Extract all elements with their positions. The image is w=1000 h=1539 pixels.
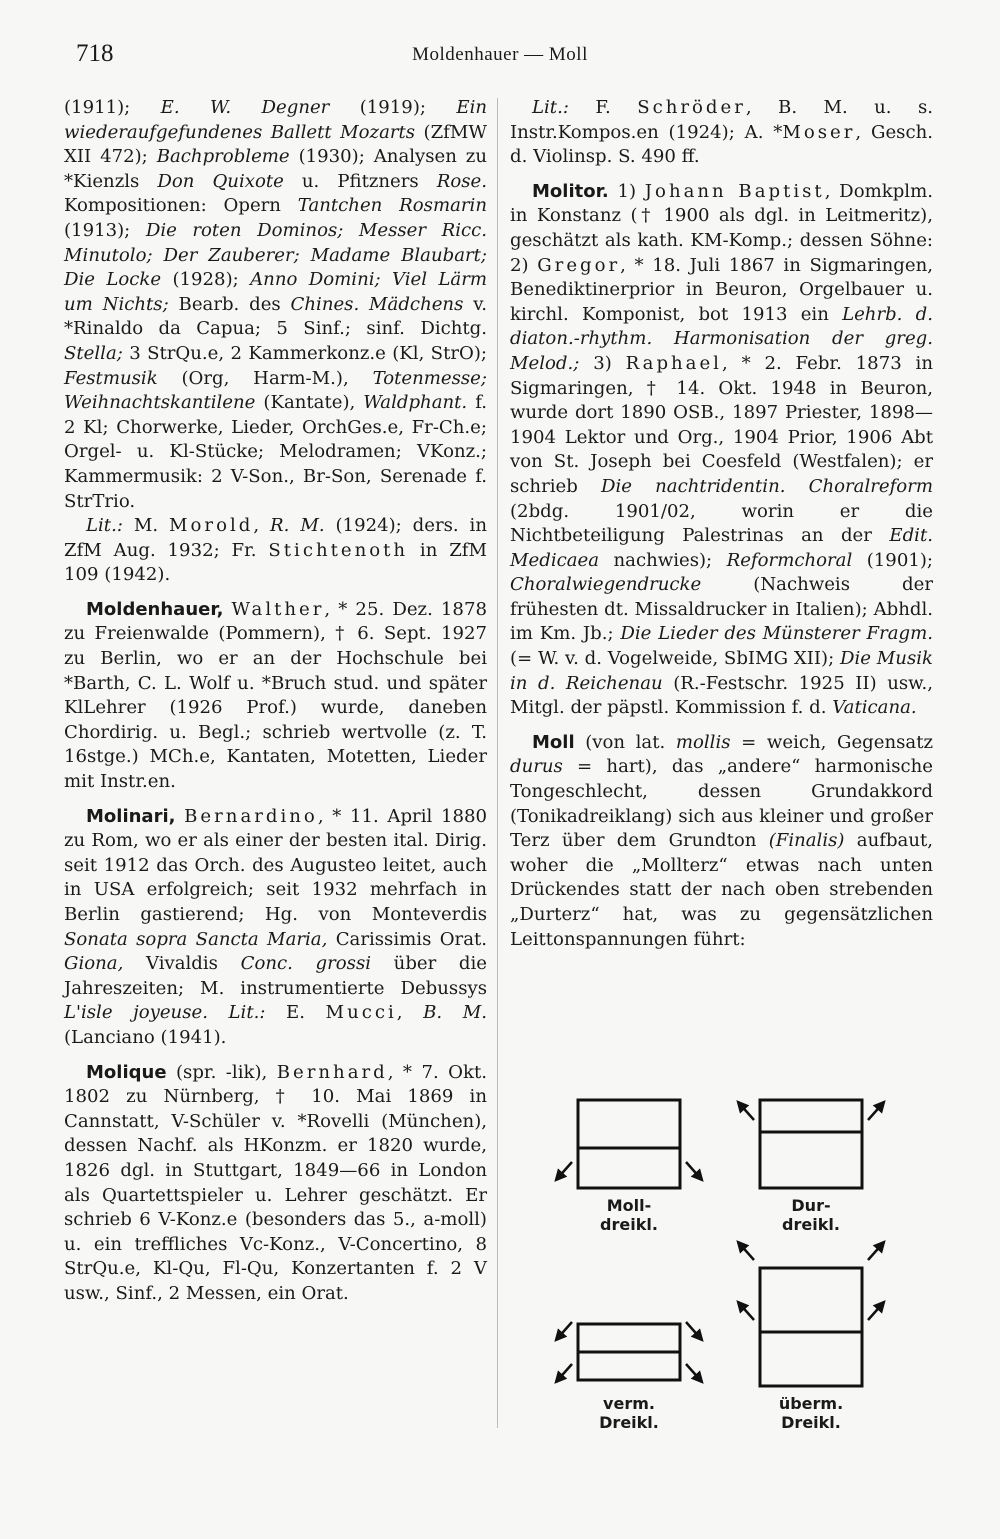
italic-text: Festmusik: [64, 367, 158, 389]
spaced-name: Mucci: [325, 1002, 397, 1024]
italic-text: Die nachtridentin. Choralreform: [600, 475, 933, 497]
spaced-name: Johann Baptist: [644, 180, 825, 202]
dur-triad-figure: [738, 1100, 884, 1188]
spaced-name: Bernardino: [184, 805, 318, 827]
headword: Molinari,: [86, 805, 176, 827]
italic-text: L'isle joyeuse.: [64, 1002, 208, 1024]
italic-text: Stella;: [64, 342, 123, 364]
italic-text: Anno Domini; Viel Lärm um Nichts;: [64, 269, 488, 315]
italic-text: Lehrb. d. diaton.-rhythm. Harmonisation der greg. Melod.;: [510, 303, 933, 374]
entry-molinari: Molinari, Bernardino, * 11. April 1880 zu Rom, wo er als einer der besten ital. Dirig. seit 1912 das Orch. des Augusteo leitet, auch in USA erfolgreich; seit 1932 mehrfach in Berlin gastierend; Hg. von Monteverdis Sonata sopra Sancta Maria, Carissimis Orat. Giona, Vivaldis Conc. grossi über die Jahreszeiten; M. instrumentierte Debussys L'isle joyeuse. Lit.: E. Mucci, B. M. (Lanciano (1941).: [64, 805, 488, 1048]
spaced-name: Morold: [169, 515, 254, 537]
italic-text: Die roten Dominos; Messer Ricc. Minutolo; Der Zauberer; Madame Blaubart; Die Locke: [64, 219, 488, 291]
headword: Molitor.: [532, 180, 609, 202]
italic-text: Choralwiegendrucke: [510, 574, 702, 596]
spaced-name: Schröder: [637, 97, 746, 118]
ueberm-triad-figure: [738, 1242, 884, 1386]
italic-text: Lit.:: [228, 1002, 266, 1024]
italic-text: Giona,: [64, 953, 124, 975]
spaced-name: Raphael: [625, 352, 722, 374]
entry-moll: Moll (von lat. mollis = weich, Gegensatz durus = hart), das „andere“ harmonische Tongeschlecht, dessen Grundakkord (Tonikadreiklang) sich aus kleiner und großer Terz über dem Grundton (Finalis) aufbaut, woher die „Mollterz“ etwas nach unten Drückendes statt der nach oben strebenden „Durterz“ hat, was zu gegensätzlichen Leittonspannungen führt:: [510, 731, 933, 950]
page-header: [0, 36, 1000, 76]
triad-diagram-svg: [540, 1092, 920, 1442]
italic-text: durus: [510, 756, 563, 778]
spaced-name: Gregor: [537, 254, 621, 276]
italic-text: (Finalis): [768, 830, 845, 852]
italic-text: Die Musik in d. Reichenau: [510, 648, 933, 694]
italic-text: mollis: [675, 731, 731, 753]
figure-label-moll: Moll- dreikl.: [600, 1196, 658, 1234]
triad-diagram: [540, 1092, 920, 1442]
page-number: 718: [76, 40, 114, 67]
figure-label-verm: verm. Dreikl.: [599, 1394, 659, 1432]
moll-triad-figure: [556, 1100, 702, 1188]
verm-triad-figure: [556, 1322, 702, 1382]
italic-text: Lit.:: [532, 97, 569, 118]
italic-text: Die Lieder des Münsterer Fragm.: [620, 623, 933, 645]
entry-molique: Molique (spr. -lik), Bernhard, * 7. Okt. 1802 zu Nürnberg, † 10. Mai 1869 in Cannstatt, V-Schüler v. *Rovelli (München), dessen Nachf. als HKonzm. er 1820 wurde, 1826 dgl. in Stuttgart, 1849—66 in London als Quartettspieler u. Lehrer geschätzt. Er schrieb 6 V-Konz.e (besonders das 5., a-moll) u. ein treffliches Vc-Konz., V-Concertino, 8 StrQu.e, Kl-Qu, Fl-Qu, Konzertanten f. 2 V usw., Sinf., 2 Messen, ein Orat.: [64, 1061, 487, 1304]
italic-text: Waldphant.: [363, 392, 468, 414]
figure-label-ueberm: überm. Dreikl.: [778, 1394, 844, 1432]
literature-note: Lit.: F. Schröder, B. M. u. s. Instr.Kompos.en (1924); A. *Moser, Gesch. d. Violinsp. S. 490 ff.: [510, 97, 933, 168]
italic-text: B. M.: [423, 1002, 487, 1024]
column-divider: [497, 98, 498, 1428]
entry-moldenhauer: Moldenhauer, Walther, * 25. Dez. 1878 zu Freienwalde (Pommern), † 6. Sept. 1927 zu Berlin, wo er an der Hochschule bei *Barth, C. L. Wolf u. *Bruch stud. und später KlLehrer (1926 Prof.) wurde, daneben Chordirig. u. Begl.; schrieb wertvolle (z. T. 16stge.) MCh.e, Kantaten, Motetten, Lieder mit Instr.en.: [64, 598, 487, 793]
italic-text: R. M.: [270, 515, 325, 537]
italic-text: Bachprobleme: [156, 146, 290, 168]
headword: Molique: [86, 1061, 167, 1083]
italic-text: Edit. Medicaea: [510, 525, 933, 571]
italic-text: E. W. Degner: [160, 97, 330, 118]
headword: Moldenhauer,: [86, 598, 224, 620]
spaced-name: Walther: [231, 598, 325, 620]
italic-text: Rose.: [436, 170, 487, 192]
italic-text: Vaticana.: [832, 697, 917, 719]
italic-text: Lit.:: [86, 515, 123, 537]
running-head: Moldenhauer — Moll: [412, 44, 588, 65]
spaced-name: Stichtenoth: [268, 539, 409, 561]
italic-text: Conc. grossi: [240, 953, 372, 975]
spaced-name: Moser: [782, 121, 856, 143]
spaced-name: Bernhard: [276, 1061, 388, 1083]
italic-text: Chines. Mädchens: [290, 293, 464, 315]
italic-text: Tantchen Rosmarin: [297, 195, 487, 217]
figure-label-dur: Dur- dreikl.: [782, 1196, 840, 1234]
italic-text: Sonata sopra Sancta Maria,: [64, 928, 328, 950]
italic-text: Don Quixote: [157, 170, 284, 192]
entry-molitor: Molitor. 1) Johann Baptist, Domkplm. in Konstanz († 1900 als dgl. in Leitmeritz), geschätzt als kath. KM-Komp.; dessen Söhne: 2) Gregor, * 18. Juli 1867 in Sigmaringen, Benediktinerprior in Beuron, Orgelbauer u. kirchl. Komponist, bot 1913 ein Lehrb. d. diaton.-rhythm. Harmonisation der greg. Melod.; 3) Raphael, * 2. Febr. 1873 in Sigmaringen, † 14. Okt. 1948 in Beuron, wurde dort 1890 OSB., 1897 Priester, 1898—1904 Lektor und Org., 1904 Prior, 1906 Abt von St. Joseph bei Coesfeld (Westfalen); er schrieb Die nachtridentin. Choralreform (2bdg. 1901/02, worin er die Nichtbeteiligung Palestrinas an der Edit. Medicaea nachwies); Reformchoral (1901); Choralwiegendrucke (Nachweis der frühesten dt. Missaldrucker in Italien); Abhdl. im Km. Jb.; Die Lieder des Münsterer Fragm. (= W. v. d. Vogelweide, SbIMG XII); Die Musik in d. Reichenau (R.-Festschr. 1925 II) usw., Mitgl. der päpstl. Kommission f. d. Vaticana.: [510, 180, 934, 719]
left-column: [64, 96, 487, 1307]
right-column: [510, 96, 933, 952]
italic-text: Reformchoral: [726, 549, 853, 571]
literature-note: Lit.: M. Morold, R. M. (1924); ders. in ZfM Aug. 1932; Fr. Stichtenoth in ZfM 109 (1942).: [64, 515, 487, 586]
headword: Moll: [532, 731, 575, 753]
italic-text: Totenmesse; Weihnachtskantilene: [64, 367, 487, 414]
italic-text: Ein wiederaufgefundenes Ballett Mozarts: [64, 97, 488, 143]
entry-continuation: (1911); E. W. Degner (1919); Ein wiederaufgefundenes Ballett Mozarts (ZfMW XII 472); Bachprobleme (1930); Analysen zu *Kienzls Don Quixote u. Pfitzners Rose. Kompositionen: Opern Tantchen Rosmarin (1913); Die roten Dominos; Messer Ricc. Minutolo; Der Zauberer; Madame Blaubart; Die Locke (1928); Anno Domini; Viel Lärm um Nichts; Bearb. des Chines. Mädchens v. *Rinaldo da Capua; 5 Sinf.; sinf. Dichtg. Stella; 3 StrQu.e, 2 Kammerkonz.e (Kl, StrO); Festmusik (Org, Harm-M.), Totenmesse; Weihnachtskantilene (Kantate), Waldphant. f. 2 Kl; Chorwerke, Lieder, OrchGes.e, Fr-Ch.e; Orgel- u. Kl-Stücke; Melodramen; VKonz.; Kammermusik: 2 V-Son., Br-Son, Serenade f. StrTrio.: [64, 97, 488, 512]
